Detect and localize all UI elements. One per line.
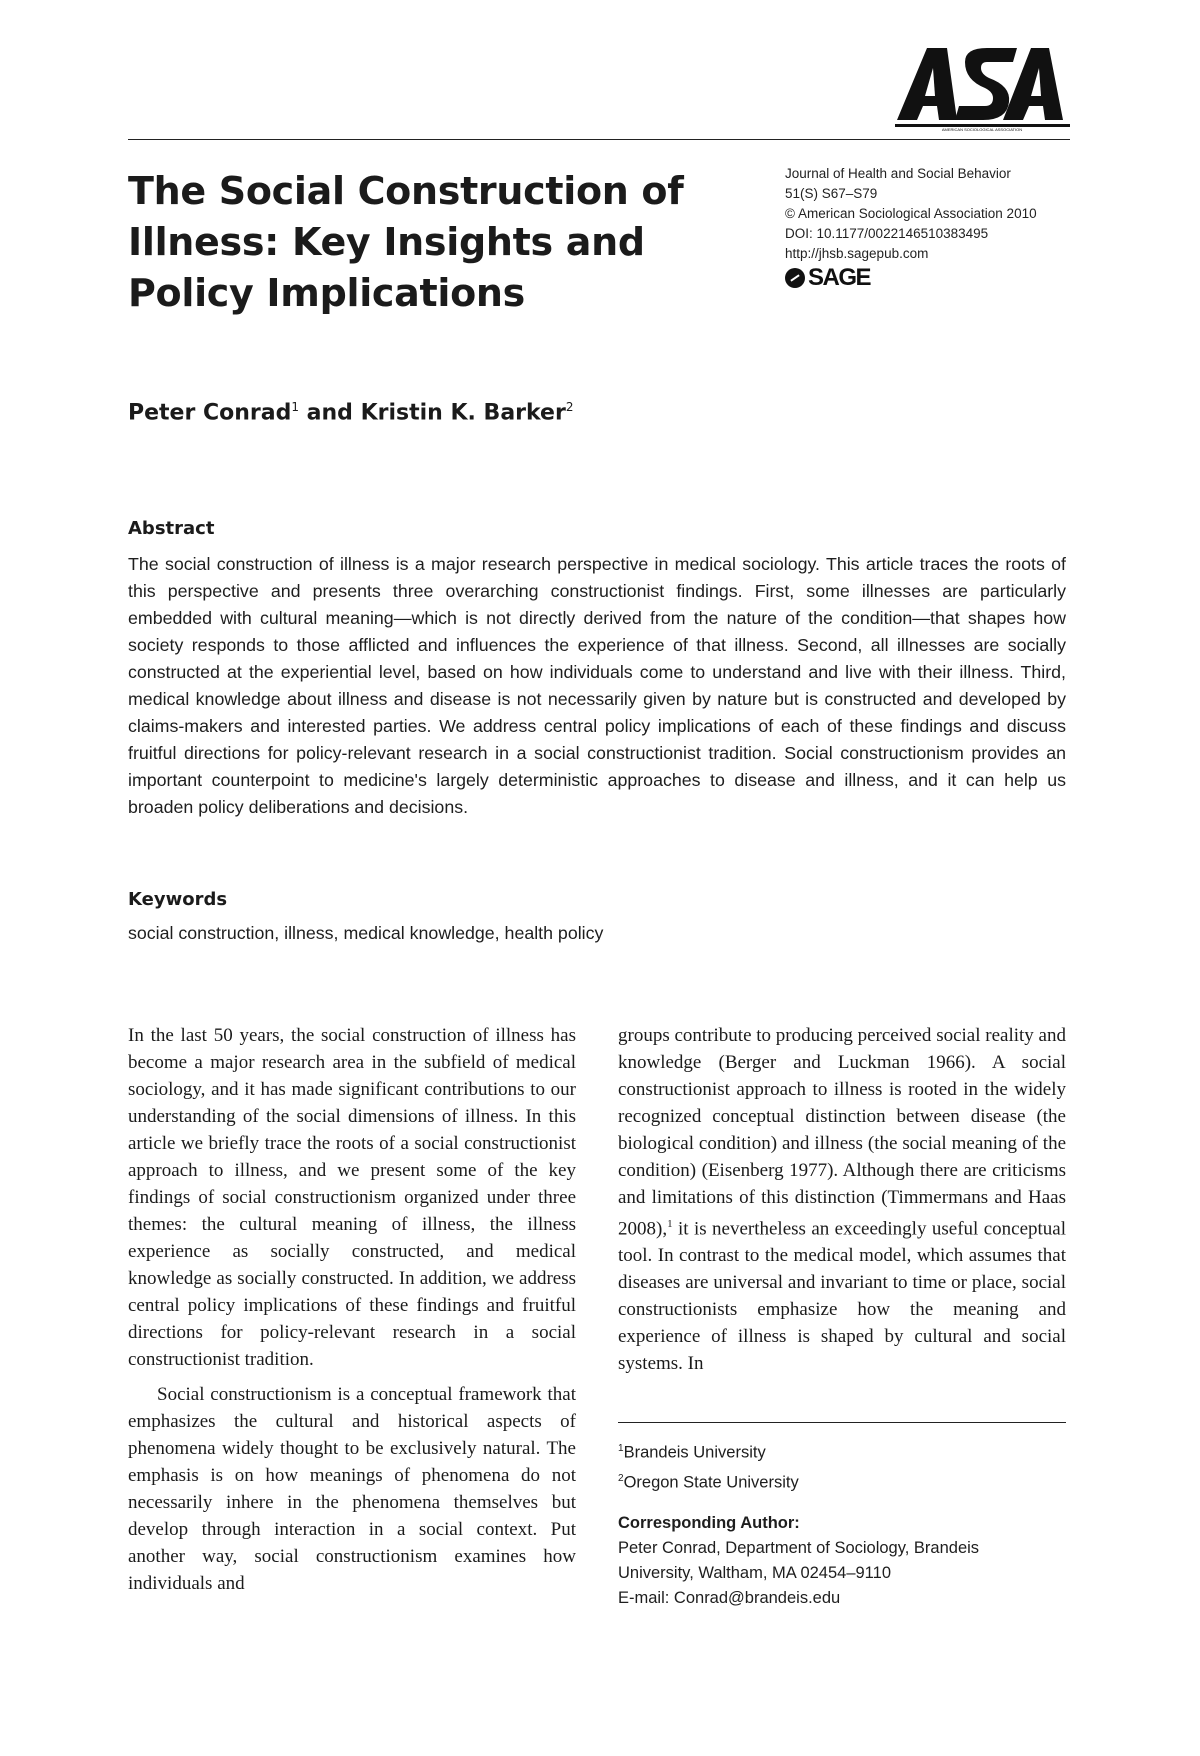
footnote-affiliation-1 bbox=[618, 1436, 1078, 1466]
body-paragraph: Social constructionism is a conceptual framework that emphasizes the cultural and historical aspects of phenomena widely thought to be exclusively natural. The emphasis is on how meanings of phenomena do not necessarily inhere in the phenomena themselves but develop through interaction in a social context. Put another way, social constructionism examines how individuals and bbox=[128, 1384, 576, 1594]
keywords-text: social construction, illness, medical knowledge, health policy bbox=[128, 923, 604, 943]
footnotes bbox=[618, 1436, 1078, 1611]
journal-doi[interactable]: DOI: 10.1177/0022146510383495 bbox=[785, 226, 989, 241]
keywords-heading: Keywords bbox=[128, 889, 228, 910]
asa-logo bbox=[895, 40, 1070, 132]
sage-logo bbox=[785, 264, 1075, 291]
journal-name: Journal of Health and Social Behavior bbox=[785, 166, 1011, 181]
body-paragraph bbox=[618, 1022, 1066, 1377]
footnote-ref[interactable]: 1 bbox=[667, 1218, 673, 1230]
author-affiliation-mark: 1 bbox=[291, 400, 299, 414]
author-joiner: and bbox=[299, 400, 361, 426]
body-column-right bbox=[618, 1022, 1066, 1377]
author-name: Peter Conrad bbox=[128, 400, 292, 426]
journal-copyright: © American Sociological Association 2010 bbox=[785, 206, 1037, 221]
sage-mark-icon bbox=[785, 268, 805, 288]
abstract-heading: Abstract bbox=[128, 518, 215, 539]
journal-volume: 51(S) S67–S79 bbox=[785, 186, 878, 201]
body-text-segment: groups contribute to producing perceived social reality and knowledge (Berger and Luckman 1966). A social constructionist approach to illness is rooted in the widely recognized conceptual distinction between disease (the biological condition) and illness (the social meaning of the condition) (Eisenberg 1977). Although there are criticisms and limitations of this distinction (Timmermans and Haas 2008), bbox=[618, 1025, 1066, 1240]
footnote-affiliation-2 bbox=[618, 1466, 1078, 1496]
author-name: Kristin K. Barker bbox=[360, 400, 566, 426]
footnote-mark: 1 bbox=[618, 1443, 624, 1454]
footnote-text: Oregon State University bbox=[623, 1473, 799, 1491]
body-text-segment: it is nevertheless an exceedingly useful conceptual tool. In contrast to the medical model, which assumes that diseases are universal and invariant to time or place, social constructionists emphasize how the meaning and experience of illness is shaped by cultural and social systems. In bbox=[618, 1218, 1066, 1375]
author-line bbox=[128, 400, 573, 425]
footnote-rule bbox=[618, 1422, 1066, 1423]
author-affiliation-mark: 2 bbox=[565, 400, 574, 414]
body-paragraph: In the last 50 years, the social construction of illness has become a major research area in the subfield of medical sociology, and it has made significant contributions to our understanding of the social dimensions of illness. In this article we briefly trace the roots of a social constructionist approach to illness, and we present some of the key findings of social constructionism organized under three themes: the cultural meaning of illness, the illness experience as socially constructed, and medical knowledge as socially constructed. In addition, we address central policy implications of these findings and fruitful directions for policy-relevant research in a social constructionist tradition. bbox=[128, 1025, 576, 1370]
abstract-text: The social construction of illness is a major research perspective in medical sociology. This article traces the roots of this perspective and presents three overarching constructionist findings. First, some illnesses are particularly embedded with cultural meaning—which is not directly derived from the nature of the condition—that shapes how society responds to those afflicted and influences the experience of that illness. Second, all illnesses are socially constructed at the experiential level, based on how individuals come to understand and live with their illness. Third, medical knowledge about illness and disease is not necessarily given by nature but is constructed and developed by claims-makers and interested parties. We address central policy implications of each of these findings and discuss fruitful directions for policy-relevant research in a social constructionist tradition. Social constructionism provides an important counterpoint to medicine's largely deterministic approaches to disease and illness, and it can help us broaden policy deliberations and decisions. bbox=[128, 554, 1066, 817]
corresponding-author-line: University, Waltham, MA 02454–9110 bbox=[618, 1564, 891, 1582]
journal-info bbox=[785, 164, 1075, 291]
asa-logo-subtext: AMERICAN SOCIOLOGICAL ASSOCIATION bbox=[941, 127, 1023, 132]
journal-url[interactable]: http://jhsb.sagepub.com bbox=[785, 246, 929, 261]
footnote-mark: 2 bbox=[618, 1472, 624, 1484]
body-column-left bbox=[128, 1022, 576, 1597]
footnote-text: Brandeis University bbox=[623, 1443, 766, 1462]
header-rule bbox=[128, 139, 1070, 140]
sage-logo-text: SAGE bbox=[808, 264, 871, 291]
corresponding-author-email[interactable]: E-mail: Conrad@brandeis.edu bbox=[618, 1589, 841, 1607]
corresponding-author-heading: Corresponding Author: bbox=[618, 1514, 800, 1532]
article-title: The Social Construction of Illness: Key Insights and Policy Implications bbox=[128, 169, 684, 315]
corresponding-author-line: Peter Conrad, Department of Sociology, Brandeis bbox=[618, 1539, 980, 1557]
